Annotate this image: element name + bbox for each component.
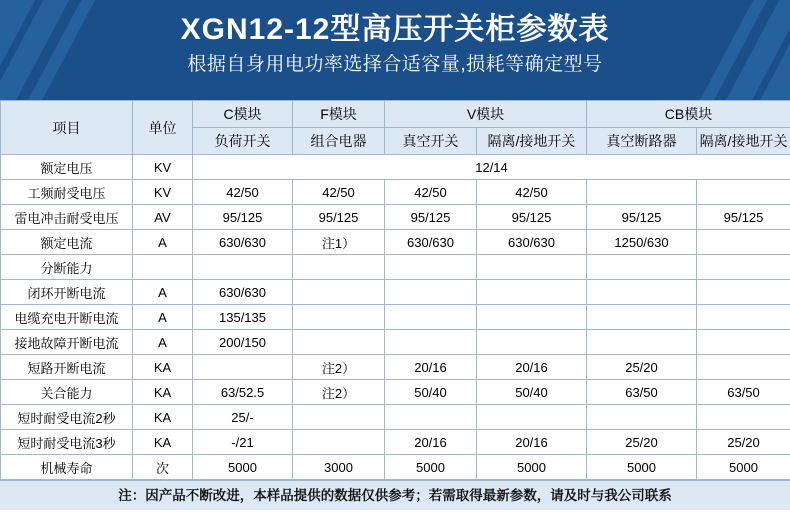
row-value-all: 12/14: [193, 155, 790, 180]
row-unit: A: [133, 330, 193, 355]
row-value: 5000: [587, 455, 697, 480]
row-value: 42/50: [293, 180, 385, 205]
row-value: [293, 280, 385, 305]
row-label: 雷电冲击耐受电压: [1, 205, 133, 230]
row-value: 95/125: [385, 205, 477, 230]
row-value: 630/630: [477, 230, 587, 255]
spec-table: [0, 100, 790, 480]
row-value: 95/125: [697, 205, 790, 230]
row-value: [697, 180, 790, 205]
row-value: 95/125: [193, 205, 293, 230]
row-value: 25/20: [697, 430, 790, 455]
row-value: [477, 255, 587, 280]
row-value: 42/50: [193, 180, 293, 205]
page-subtitle: 根据自身用电功率选择合适容量,损耗等确定型号: [187, 54, 603, 75]
row-label: 接地故障开断电流: [1, 330, 133, 355]
row-value: 20/16: [385, 430, 477, 455]
row-value: -/21: [193, 430, 293, 455]
row-label: 电缆充电开断电流: [1, 305, 133, 330]
row-value: 63/52.5: [193, 380, 293, 405]
row-label: 短路开断电流: [1, 355, 133, 380]
row-value: 1250/630: [587, 230, 697, 255]
row-value: [587, 405, 697, 430]
row-value: [587, 330, 697, 355]
table-row: [1, 180, 790, 205]
table-body: [1, 155, 790, 480]
row-value: 50/40: [385, 380, 477, 405]
row-value: [293, 330, 385, 355]
row-value: [293, 305, 385, 330]
row-value: 20/16: [477, 430, 587, 455]
column-group-c: C模块: [193, 101, 293, 128]
row-label: 短时耐受电流2秒: [1, 405, 133, 430]
row-value: [587, 305, 697, 330]
row-value: 50/40: [477, 380, 587, 405]
row-value: [697, 355, 790, 380]
row-unit: A: [133, 280, 193, 305]
row-value: [697, 305, 790, 330]
table-row: [1, 280, 790, 305]
row-value: 63/50: [697, 380, 790, 405]
table-header: [1, 101, 790, 155]
row-value: 200/150: [193, 330, 293, 355]
row-value: [193, 355, 293, 380]
table-row: [1, 230, 790, 255]
row-value: 95/125: [477, 205, 587, 230]
row-value: [385, 405, 477, 430]
row-value: 注2）: [293, 355, 385, 380]
column-subheader-vacuum-circuit-breaker: 真空断路器: [587, 128, 697, 155]
row-value: 20/16: [385, 355, 477, 380]
row-value: 注1）: [293, 230, 385, 255]
row-unit: KV: [133, 155, 193, 180]
table-row: [1, 155, 790, 180]
row-value: [477, 280, 587, 305]
row-value: 95/125: [293, 205, 385, 230]
row-value: [385, 255, 477, 280]
row-value: 注2）: [293, 380, 385, 405]
row-unit: KA: [133, 405, 193, 430]
row-value: 25/20: [587, 355, 697, 380]
row-value: [697, 230, 790, 255]
column-group-v: V模块: [385, 101, 587, 128]
row-value: 135/135: [193, 305, 293, 330]
row-label: 短时耐受电流3秒: [1, 430, 133, 455]
row-value: [477, 305, 587, 330]
table-row: [1, 405, 790, 430]
row-value: [293, 405, 385, 430]
row-label: 关合能力: [1, 380, 133, 405]
row-value: 5000: [477, 455, 587, 480]
row-value: 25/20: [587, 430, 697, 455]
row-label: 分断能力: [1, 255, 133, 280]
table-row: [1, 355, 790, 380]
row-value: [477, 330, 587, 355]
column-header-unit: 单位: [133, 101, 193, 155]
row-unit: A: [133, 305, 193, 330]
column-subheader-combined-device: 组合电器: [293, 128, 385, 155]
column-header-item: 项目: [1, 101, 133, 155]
row-value: 5000: [697, 455, 790, 480]
row-label: 额定电流: [1, 230, 133, 255]
row-unit: 次: [133, 455, 193, 480]
table-row: [1, 205, 790, 230]
row-value: 95/125: [587, 205, 697, 230]
table-row: [1, 430, 790, 455]
table-row: [1, 330, 790, 355]
row-unit: KV: [133, 180, 193, 205]
column-group-cb: CB模块: [587, 101, 790, 128]
column-subheader-vacuum-switch: 真空开关: [385, 128, 477, 155]
row-value: 630/630: [385, 230, 477, 255]
row-label: 机械寿命: [1, 455, 133, 480]
table-row: [1, 255, 790, 280]
row-value: [587, 255, 697, 280]
row-value: [385, 305, 477, 330]
row-value: 42/50: [477, 180, 587, 205]
row-value: [293, 255, 385, 280]
table-row: [1, 455, 790, 480]
row-value: [587, 280, 697, 305]
row-label: 闭环开断电流: [1, 280, 133, 305]
row-value: [697, 255, 790, 280]
row-value: 630/630: [193, 280, 293, 305]
row-value: [697, 405, 790, 430]
row-value: [385, 280, 477, 305]
row-unit: AV: [133, 205, 193, 230]
row-value: [697, 280, 790, 305]
column-subheader-isolation-earthing-switch-cb: 隔离/接地开关: [697, 128, 790, 155]
row-value: 5000: [193, 455, 293, 480]
row-value: 63/50: [587, 380, 697, 405]
page-title: XGN12-12型高压开关柜参数表: [180, 13, 610, 46]
column-subheader-isolation-earthing-switch-v: 隔离/接地开关: [477, 128, 587, 155]
table-row: [1, 305, 790, 330]
row-unit: KA: [133, 380, 193, 405]
row-value: [293, 430, 385, 455]
row-unit: KA: [133, 430, 193, 455]
row-value: 3000: [293, 455, 385, 480]
column-subheader-load-switch: 负荷开关: [193, 128, 293, 155]
row-label: 工频耐受电压: [1, 180, 133, 205]
row-unit: [133, 255, 193, 280]
footer-note: 注：因产品不断改进，本样品提供的数据仅供参考；若需取得最新参数，请及时与我公司联系: [0, 480, 790, 510]
row-value: 630/630: [193, 230, 293, 255]
row-label: 额定电压: [1, 155, 133, 180]
row-value: 42/50: [385, 180, 477, 205]
row-value: [193, 255, 293, 280]
table-row: [1, 380, 790, 405]
header-banner: [0, 0, 790, 100]
row-value: 5000: [385, 455, 477, 480]
table-header-row-groups: [1, 101, 790, 128]
row-unit: A: [133, 230, 193, 255]
row-value: 25/-: [193, 405, 293, 430]
column-group-f: F模块: [293, 101, 385, 128]
row-value: [477, 405, 587, 430]
row-value: [697, 330, 790, 355]
row-value: [385, 330, 477, 355]
row-value: 20/16: [477, 355, 587, 380]
row-value: [587, 180, 697, 205]
row-unit: KA: [133, 355, 193, 380]
